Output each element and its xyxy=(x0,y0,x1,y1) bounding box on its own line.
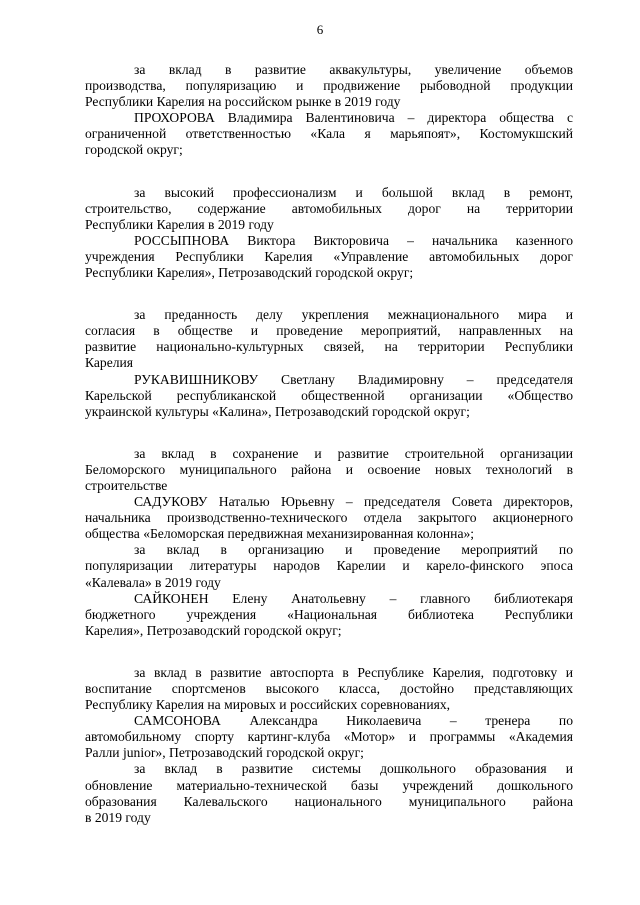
text-line: автомобильному спорту картинг-клуба «Мотор» и программы «Академия xyxy=(85,729,573,745)
text-line: общества «Беломорская передвижная механизированная колонна»; xyxy=(85,526,475,542)
text-line: Ралли junior», Петрозаводский городской округ; xyxy=(85,745,364,761)
text-line: воспитание спортсменов высокого класса, достойно представляющих xyxy=(85,681,573,696)
text-line: за высокий профессионализм и большой вклад в ремонт, xyxy=(134,184,573,200)
text-line: строительство, содержание автомобильных дорог на территории xyxy=(85,200,573,216)
text-line: за вклад в сохранение и развитие строительной организации xyxy=(134,445,573,461)
text-line: Карелия», Петрозаводский городской округ; xyxy=(85,622,342,638)
text-line: за вклад в развитие автоспорта в Республике Карелия, подготовку и xyxy=(134,664,573,680)
text-line: за вклад в развитие системы дошкольного образования и xyxy=(134,761,573,777)
text-line: развитие национально-культурных связей, на территории Республики xyxy=(85,339,573,355)
text-line: Карельской республиканской общественной организации «Общество xyxy=(85,387,573,403)
text-line: городской округ; xyxy=(85,142,183,158)
text-line: Республики Карелия в 2019 году xyxy=(85,216,274,232)
text-line: РОССЫПНОВА Виктора Викторовича – начальника казенного xyxy=(134,232,573,248)
text-line: САМСОНОВА Александра Николаевича – тренера по xyxy=(134,713,573,729)
text-line: образования Калевальского национального муниципального района xyxy=(85,793,573,809)
text-line: украинской культуры «Калина», Петрозаводский городской округ; xyxy=(85,403,470,419)
text-line: «Калевала» в 2019 году xyxy=(85,574,221,590)
text-line: в 2019 году xyxy=(85,809,151,825)
text-line: строительстве xyxy=(85,477,168,493)
page-number: 6 xyxy=(316,22,324,37)
text-line: РУКАВИШНИКОВУ Светлану Владимировну – председателя xyxy=(134,371,573,387)
text-line: обновление материально-технической базы учреждений дошкольного xyxy=(85,777,573,793)
document-body xyxy=(85,62,573,826)
text-line: согласия в обществе и проведение мероприятий, направленных на xyxy=(85,323,573,339)
text-line: Карелия xyxy=(85,355,134,371)
text-line: учреждения Республики Карелия «Управление автомобильных дорог xyxy=(85,248,573,264)
text-line: Республику Карелия на мировых и российских соревнованиях, xyxy=(85,697,451,713)
text-line: САЙКОНЕН Елену Анатольевну – главного библиотекаря xyxy=(134,590,573,606)
text-line: за вклад в организацию и проведение мероприятий по xyxy=(134,542,573,558)
text-line: Беломорского муниципального района и освоение новых технологий в xyxy=(85,461,573,477)
text-line: за преданность делу укрепления межнационального мира и xyxy=(134,307,573,323)
text-line: за вклад в развитие аквакультуры, увеличение объемов xyxy=(134,62,573,77)
text-line: популяризации литературы народов Карелии и карело-финского эпоса xyxy=(85,558,573,574)
text-line: начальника производственно-технического отдела закрытого акционерного xyxy=(85,510,573,526)
text-line: ПРОХОРОВА Владимира Валентиновича – директора общества с xyxy=(134,110,573,126)
text-line: ограниченной ответственностью «Кала я марьяпоят», Костомукшский xyxy=(85,126,573,142)
text-line: бюджетного учреждения «Национальная библиотека Республики xyxy=(85,606,573,622)
text-line: Республики Карелия», Петрозаводский городской округ; xyxy=(85,265,414,281)
text-line: САДУКОВУ Наталью Юрьевну – председателя Совета директоров, xyxy=(134,494,573,510)
text-line: Республики Карелия на российском рынке в 2019 году xyxy=(85,94,401,110)
text-line: производства, популяризацию и продвижение рыбоводной продукции xyxy=(85,78,573,94)
